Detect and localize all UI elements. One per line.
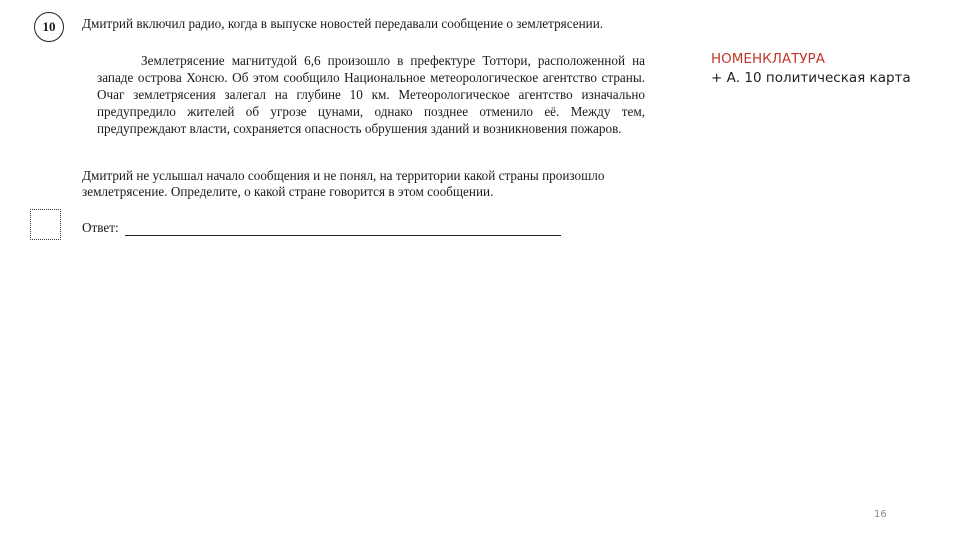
side-note [711, 50, 911, 88]
answer-label: Ответ: [82, 220, 119, 235]
task-intro: Дмитрий включил радио, когда в выпуске новостей передавали сообщение о землетрясении. [82, 16, 604, 31]
task-question: Дмитрий не услышал начало сообщения и не понял, на территории какой страны произошло землетрясение. Определите, о какой стране говорится в этом сообщении. [82, 168, 605, 199]
side-note-subtitle: + А. 10 политическая карта [711, 70, 911, 86]
page-number: 16 [874, 509, 887, 520]
news-message: Землетрясение магнитудой 6,6 произошло в префектуре Тоттори, расположенной на западе острова Хонсю. Об этом сообщило Национальное метеорологическое агентство страны. Очаг землетрясения залегал на глубине 10 км. Метеорологическое агентство изначально предупредило жителей об угрозе цунами, однако позднее отменило её. Между тем, предупреждают власти, сохраняется опасность обрушения зданий и возникновения пожаров. [97, 53, 645, 136]
answer-line [125, 223, 561, 236]
task-number: 10 [42, 19, 56, 34]
answer-box [30, 209, 61, 240]
answer-row [82, 220, 561, 236]
side-note-title: НОМЕНКЛАТУРА [711, 51, 825, 67]
task-number-badge [34, 12, 64, 42]
